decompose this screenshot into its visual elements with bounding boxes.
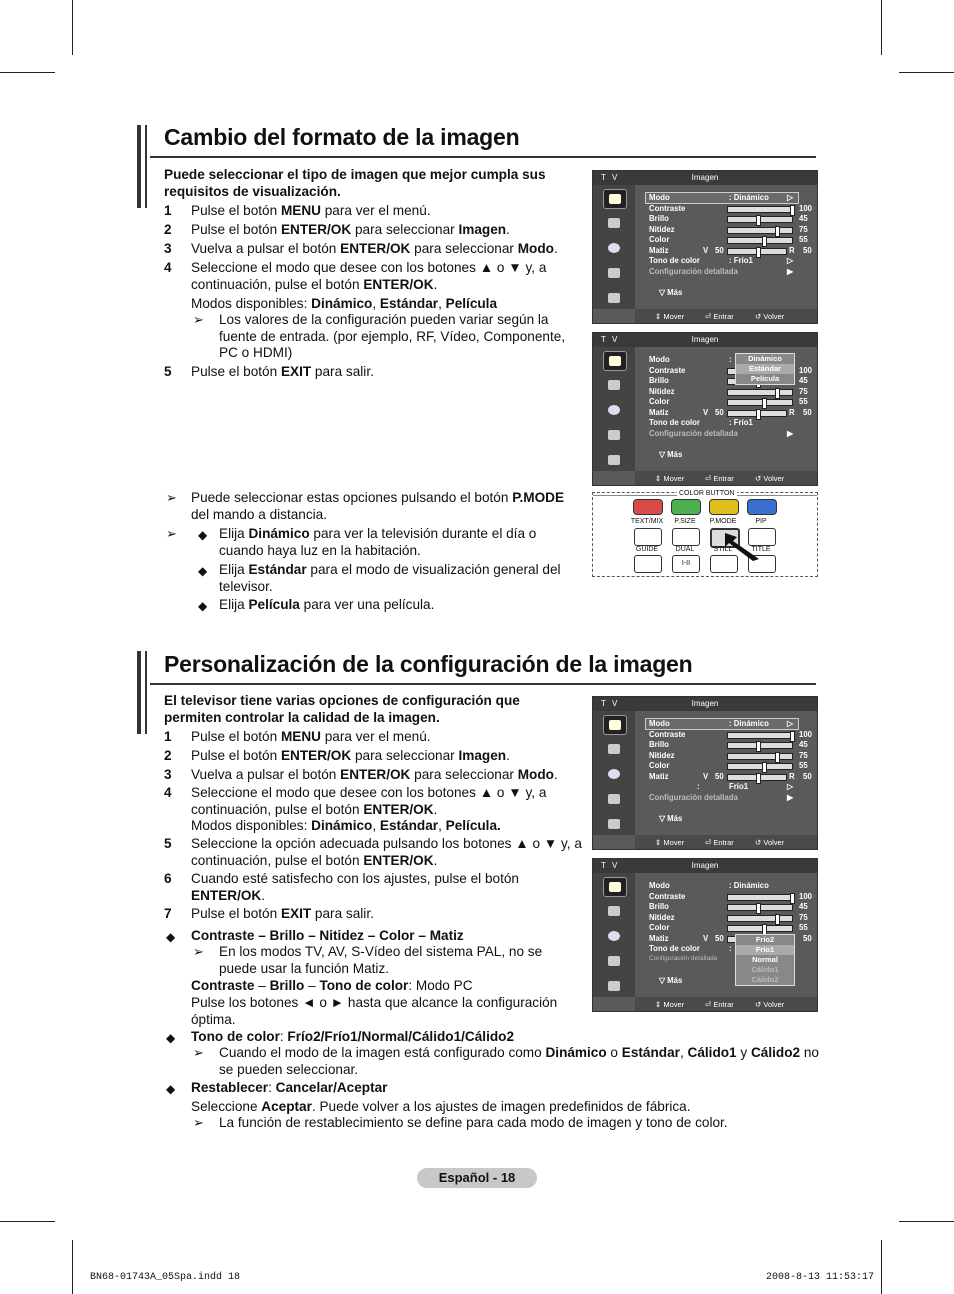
right-arrow-icon: ▶	[787, 428, 793, 438]
mode-dropdown	[735, 353, 795, 385]
yellow-button	[709, 499, 739, 515]
tv-sidebar	[593, 873, 635, 997]
input-glyph-icon	[608, 293, 620, 303]
brillo-value: 45	[799, 376, 808, 385]
modo-label: Modo	[649, 193, 670, 202]
note-arrow-icon: ➢	[166, 490, 177, 505]
pointer-arrow-icon	[723, 531, 763, 561]
modo-label: Modo	[649, 881, 670, 890]
contraste-value: 100	[799, 365, 813, 375]
p-size-button	[672, 528, 700, 546]
color-slider-knob	[762, 398, 767, 409]
tv-source-label: T V	[601, 699, 620, 708]
color-slider-knob	[762, 762, 767, 773]
setup-icon	[603, 264, 625, 282]
step-number: 1	[164, 203, 172, 218]
nitidez-value: 75	[799, 386, 808, 396]
step-number: 5	[164, 836, 172, 851]
text-mix-button	[634, 528, 662, 546]
nitidez-slider-knob	[775, 226, 780, 237]
modo-colon: :	[729, 355, 732, 364]
matiz-r: R	[789, 771, 795, 781]
nitidez-slider	[727, 753, 793, 760]
matiz-label: Matiz	[649, 407, 669, 417]
sound-glyph-icon	[608, 906, 620, 916]
matiz-v: V	[703, 933, 709, 943]
nitidez-slider	[727, 915, 793, 922]
setup-icon	[603, 790, 625, 808]
crop-mark	[899, 72, 954, 73]
channel-icon	[603, 401, 625, 419]
move-hint: ⇕ Mover	[655, 838, 685, 847]
channel-glyph-icon	[608, 769, 620, 779]
diamond-bullet-icon: ◆	[166, 930, 176, 944]
matiz-label: Matiz	[649, 245, 669, 255]
sound-icon	[603, 214, 625, 232]
tv-source-label: T V	[601, 861, 620, 870]
section-rule	[150, 683, 816, 685]
matiz-v: V	[703, 245, 709, 255]
nitidez-slider-knob	[775, 388, 780, 399]
contraste-slider	[727, 206, 793, 213]
sound-glyph-icon	[608, 380, 620, 390]
setup-glyph-icon	[608, 794, 620, 804]
move-hint: ⇕ Mover	[655, 474, 685, 483]
return-hint: ↺ Volver	[755, 474, 785, 483]
tv-menu-title: Imagen	[691, 699, 719, 708]
remote-control-illustration	[592, 492, 818, 577]
contraste-slider-knob	[790, 205, 795, 216]
step-number: 2	[164, 748, 172, 763]
step-number: 2	[164, 222, 172, 237]
nitidez-value: 75	[799, 750, 808, 760]
picture-icon	[603, 715, 627, 735]
color-label: Color	[649, 923, 670, 932]
footer-file: BN68-01743A_05Spa.indd 18	[90, 1272, 241, 1283]
bullet-text: Seleccione Aceptar. Puede volver a los ajustes de imagen predefinidos de fábrica.	[191, 1099, 691, 1114]
brillo-slider-knob	[756, 741, 761, 752]
contraste-slider	[727, 894, 793, 901]
tv-source-label: T V	[601, 173, 620, 182]
note-arrow-icon: ➢	[193, 944, 204, 959]
color-value: 55	[799, 923, 808, 932]
note-arrow-icon: ➢	[193, 312, 204, 327]
step-text: Seleccione el modo que desee con los botones ▲ o ▼ y, a continuación, pulse el botón ENTER/OK. Modos disponibles: Dinámico, Estándar, Película.	[191, 785, 547, 833]
note-text: Puede seleccionar estas opciones pulsando el botón P.MODE del mando a distancia.	[191, 490, 565, 522]
tv-menu-screenshot	[592, 696, 818, 850]
tv-menu-screenshot	[592, 858, 818, 1012]
note-arrow-icon: ➢	[193, 1045, 204, 1060]
input-icon	[603, 289, 625, 307]
modo-label: Modo	[649, 355, 670, 364]
color-value: 55	[799, 761, 808, 770]
bullet-head: Contraste – Brillo – Nitidez – Color – Matiz	[191, 928, 464, 943]
crop-mark	[72, 1240, 73, 1294]
nitidez-slider	[727, 227, 793, 234]
contraste-slider	[727, 732, 793, 739]
nitidez-label: Nitidez	[649, 912, 675, 922]
right-arrow-icon: ▶	[787, 792, 793, 802]
page-number-badge: Español - 18	[417, 1168, 537, 1188]
matiz-r: R	[789, 407, 795, 417]
brillo-label: Brillo	[649, 740, 669, 749]
remote-label: STILL	[713, 546, 733, 553]
tono-label: Tono de color	[649, 418, 700, 427]
modo-value: : Dinámico	[729, 719, 769, 728]
section-rule	[150, 156, 816, 158]
matiz-slider-knob	[756, 409, 761, 420]
section-bar	[137, 651, 141, 734]
contraste-value: 100	[799, 891, 813, 901]
enter-hint: ⏎ Entrar	[705, 474, 734, 483]
mode-option: Película	[750, 374, 780, 383]
right-arrow-icon: ▷	[787, 193, 793, 202]
tv-menu-screenshot	[592, 332, 818, 486]
bullet-text: Elija Estándar para el modo de visualización general del televisor.	[219, 562, 561, 594]
channel-icon	[603, 927, 625, 945]
enter-hint: ⏎ Entrar	[705, 838, 734, 847]
input-icon	[603, 815, 625, 833]
picture-icon	[603, 189, 627, 209]
input-icon	[603, 977, 625, 995]
brillo-value: 45	[799, 740, 808, 749]
matiz-slider	[727, 410, 787, 417]
nitidez-value: 75	[799, 224, 808, 234]
right-arrow-icon: ▷	[787, 256, 793, 265]
step-number: 3	[164, 241, 172, 256]
crop-mark	[0, 72, 55, 73]
step-number: 4	[164, 785, 172, 800]
matiz-slider-knob	[756, 247, 761, 258]
color-slider	[727, 237, 793, 244]
color-slider-knob	[762, 236, 767, 247]
channel-glyph-icon	[608, 931, 620, 941]
channel-glyph-icon	[608, 405, 620, 415]
matiz-right-value: 50	[803, 245, 812, 255]
matiz-slider	[727, 774, 787, 781]
input-glyph-icon	[608, 819, 620, 829]
contraste-slider-knob	[790, 731, 795, 742]
brillo-slider	[727, 742, 793, 749]
mas-label: ▽ Más	[659, 976, 683, 985]
modo-label: Modo	[649, 719, 670, 728]
picture-glyph-icon	[609, 194, 621, 204]
mas-label: ▽ Más	[659, 814, 683, 823]
tono-value: Frío1	[729, 782, 749, 791]
contraste-label: Contraste	[649, 203, 686, 213]
picture-glyph-icon	[609, 356, 621, 366]
crop-mark	[881, 1240, 882, 1294]
section-intro: El televisor tiene varias opciones de configuración que permiten controlar la calidad de la imagen.	[164, 693, 520, 725]
setup-icon	[603, 952, 625, 970]
matiz-slider-knob	[756, 773, 761, 784]
tv-sidebar	[593, 347, 635, 471]
picture-icon	[603, 351, 627, 371]
tv-menu-title: Imagen	[691, 861, 719, 870]
move-hint: ⇕ Mover	[655, 1000, 685, 1009]
matiz-left-value: 50	[715, 771, 724, 781]
footer-date: 2008-8-13 11:53:17	[766, 1272, 875, 1283]
return-hint: ↺ Volver	[755, 1000, 785, 1009]
color-slider	[727, 925, 793, 932]
config-label: Configuración detallada	[649, 266, 738, 276]
nitidez-label: Nitidez	[649, 224, 675, 234]
config-label: Configuración detallada	[649, 954, 718, 962]
channel-glyph-icon	[608, 243, 620, 253]
brillo-value: 45	[799, 214, 808, 223]
nitidez-slider	[727, 389, 793, 396]
step-text: Pulse el botón ENTER/OK para seleccionar Imagen.	[191, 748, 510, 763]
bullet-head: Tono de color: Frío2/Frío1/Normal/Cálido1/Cálido2	[191, 1029, 515, 1044]
matiz-left-value: 50	[715, 407, 724, 417]
color-label: Color	[649, 397, 670, 406]
modes-line: Modos disponibles: Dinámico, Estándar, Película	[191, 296, 498, 311]
color-slider	[727, 763, 793, 770]
remote-label: GUIDE	[635, 546, 659, 553]
step-text: Pulse el botón ENTER/OK para seleccionar Imagen.	[191, 222, 510, 237]
tv-source-label: T V	[601, 335, 620, 344]
right-arrow-icon: ▷	[787, 782, 793, 791]
matiz-v: V	[703, 771, 709, 781]
remote-label: PIP	[755, 518, 767, 525]
step-text: Seleccione el modo que desee con los botones ▲ o ▼ y, a continuación, pulse el botón ENTER/OK.	[191, 260, 547, 292]
diamond-bullet-icon: ◆	[198, 528, 208, 542]
config-label: Configuración detallada	[649, 792, 738, 802]
picture-glyph-icon	[609, 720, 621, 730]
tono-value: : Frío1	[729, 418, 753, 427]
brillo-label: Brillo	[649, 376, 669, 385]
input-icon	[603, 451, 625, 469]
step-text: Pulse el botón EXIT para salir.	[191, 906, 374, 921]
input-glyph-icon	[608, 981, 620, 991]
remote-header: COLOR BUTTON	[679, 490, 735, 497]
dual-button: I-II	[672, 555, 700, 573]
brillo-value: 45	[799, 902, 808, 911]
tv-menu-title: Imagen	[691, 173, 719, 182]
step-text: Vuelva a pulsar el botón ENTER/OK para seleccionar Modo.	[191, 767, 558, 782]
step-text: Pulse el botón EXIT para salir.	[191, 364, 374, 379]
remote-label: TITLE	[751, 546, 771, 553]
step-text: Vuelva a pulsar el botón ENTER/OK para seleccionar Modo.	[191, 241, 558, 256]
contraste-label: Contraste	[649, 729, 686, 739]
bullet-text: Contraste – Brillo – Tono de color: Modo PC	[191, 978, 473, 993]
brillo-slider	[727, 216, 793, 223]
green-button	[671, 499, 701, 515]
sound-icon	[603, 902, 625, 920]
return-hint: ↺ Volver	[755, 838, 785, 847]
picture-glyph-icon	[609, 882, 621, 892]
nitidez-label: Nitidez	[649, 386, 675, 396]
sound-glyph-icon	[608, 218, 620, 228]
nitidez-label: Nitidez	[649, 750, 675, 760]
contraste-slider-knob	[790, 893, 795, 904]
nitidez-slider-knob	[775, 914, 780, 925]
diamond-bullet-icon: ◆	[198, 564, 208, 578]
tv-menu-title: Imagen	[691, 335, 719, 344]
nitidez-slider-knob	[775, 752, 780, 763]
mode-option: Estándar	[736, 364, 794, 374]
note-text: En los modos TV, AV, S-Vídeo del sistema PAL, no se puede usar la función Matiz.	[219, 944, 543, 976]
input-glyph-icon	[608, 455, 620, 465]
matiz-left-value: 50	[715, 245, 724, 255]
brillo-label: Brillo	[649, 214, 669, 223]
bullet-text: Pulse los botones ◄ o ► hasta que alcance la configuración óptima.	[191, 995, 558, 1027]
tono-colon: :	[697, 782, 700, 791]
tono-label: Tono de color	[649, 256, 700, 265]
color-value: 55	[799, 397, 808, 406]
step-number: 7	[164, 906, 172, 921]
contraste-value: 100	[799, 203, 813, 213]
color-slider	[727, 399, 793, 406]
picture-icon	[603, 877, 627, 897]
section-bar	[145, 125, 147, 208]
bullet-head: Restablecer: Cancelar/Aceptar	[191, 1080, 388, 1095]
section-intro: Puede seleccionar el tipo de imagen que mejor cumpla sus requisitos de visualización.	[164, 167, 546, 199]
tone-option: Normal	[752, 955, 778, 964]
tone-dropdown	[735, 934, 795, 986]
tono-label: Tono de color	[649, 944, 700, 953]
tono-value: : Frío1	[729, 256, 753, 265]
matiz-right-value: 50	[803, 407, 812, 417]
crop-mark	[72, 0, 73, 55]
crop-mark	[881, 0, 882, 55]
remote-label: TEXT/MIX	[630, 518, 664, 525]
note-text: Cuando el modo de la imagen está configurado como Dinámico o Estándar, Cálido1 y Cálido2 no se pueden seleccionar.	[219, 1045, 819, 1077]
setup-glyph-icon	[608, 430, 620, 440]
tono-colon: :	[729, 944, 732, 953]
step-number: 5	[164, 364, 172, 379]
color-value: 55	[799, 235, 808, 244]
remote-label: DUAL	[675, 546, 695, 553]
diamond-bullet-icon: ◆	[198, 599, 208, 613]
brillo-slider-knob	[756, 215, 761, 226]
diamond-bullet-icon: ◆	[166, 1082, 176, 1096]
tv-footer-bar	[635, 835, 817, 849]
contraste-label: Contraste	[649, 365, 686, 375]
step-number: 3	[164, 767, 172, 782]
tv-footer-bar	[635, 471, 817, 485]
setup-glyph-icon	[608, 956, 620, 966]
bullet-text: Elija Dinámico para ver la televisión durante el día o cuando haya luz en la habitación.	[219, 526, 537, 558]
step-number: 1	[164, 729, 172, 744]
tv-sidebar	[593, 185, 635, 309]
tone-option: Cálido2	[751, 975, 779, 984]
matiz-r: R	[789, 245, 795, 255]
config-label: Configuración detallada	[649, 428, 738, 438]
bullet-text: Elija Película para ver una película.	[219, 597, 435, 612]
channel-icon	[603, 765, 625, 783]
note-arrow-icon: ➢	[166, 526, 177, 541]
tv-menu-screenshot	[592, 170, 818, 324]
contraste-value: 100	[799, 729, 813, 739]
step-text: Seleccione la opción adecuada pulsando los botones ▲ o ▼ y, a continuación, pulse el botón ENTER/OK.	[191, 836, 582, 868]
section-title: Personalización de la configuración de la imagen	[164, 651, 693, 677]
setup-glyph-icon	[608, 268, 620, 278]
matiz-label: Matiz	[649, 933, 669, 943]
note-text: La función de restablecimiento se define para cada modo de imagen y tono de color.	[219, 1115, 728, 1130]
matiz-v: V	[703, 407, 709, 417]
sound-icon	[603, 740, 625, 758]
contraste-label: Contraste	[649, 891, 686, 901]
modo-value: : Dinámico	[729, 881, 769, 890]
brillo-slider-knob	[756, 903, 761, 914]
sound-glyph-icon	[608, 744, 620, 754]
crop-mark	[899, 1221, 954, 1222]
move-hint: ⇕ Mover	[655, 312, 685, 321]
blue-button	[747, 499, 777, 515]
section-bar	[145, 651, 147, 734]
note-arrow-icon: ➢	[193, 1115, 204, 1130]
right-arrow-icon: ▶	[787, 266, 793, 276]
tone-option: Cálido1	[751, 965, 779, 974]
brillo-label: Brillo	[649, 902, 669, 911]
mode-option: Dinámico	[748, 354, 782, 363]
enter-hint: ⏎ Entrar	[705, 312, 734, 321]
guide-button	[634, 555, 662, 573]
red-button	[633, 499, 663, 515]
section-bar	[137, 125, 141, 208]
tone-option: Frío1	[736, 945, 794, 955]
modo-value: : Dinámico	[729, 193, 769, 202]
step-number: 6	[164, 871, 172, 886]
return-hint: ↺ Volver	[755, 312, 785, 321]
matiz-left-value: 50	[715, 933, 724, 943]
matiz-label: Matiz	[649, 771, 669, 781]
step-text: Cuando esté satisfecho con los ajustes, pulse el botón ENTER/OK.	[191, 871, 519, 903]
matiz-slider	[727, 248, 787, 255]
color-label: Color	[649, 761, 670, 770]
diamond-bullet-icon: ◆	[166, 1031, 176, 1045]
tv-footer-bar	[635, 997, 817, 1011]
step-text: Pulse el botón MENU para ver el menú.	[191, 729, 431, 744]
sound-icon	[603, 376, 625, 394]
tv-sidebar	[593, 711, 635, 835]
note-text: Los valores de la configuración pueden variar según la fuente de entrada. (por ejemplo, RF, Vídeo, Componente, PC o HDMI)	[219, 312, 566, 360]
section-title: Cambio del formato de la imagen	[164, 124, 520, 150]
step-text: Pulse el botón MENU para ver el menú.	[191, 203, 431, 218]
color-label: Color	[649, 235, 670, 244]
setup-icon	[603, 426, 625, 444]
mas-label: ▽ Más	[659, 450, 683, 459]
remote-label: P.MODE	[709, 518, 737, 525]
matiz-right-value: 50	[803, 933, 812, 943]
mas-label: ▽ Más	[659, 288, 683, 297]
tv-footer-bar	[635, 309, 817, 323]
brillo-slider	[727, 904, 793, 911]
matiz-right-value: 50	[803, 771, 812, 781]
channel-icon	[603, 239, 625, 257]
crop-mark	[0, 1221, 55, 1222]
remote-label: P.SIZE	[674, 518, 696, 525]
tone-option: Frío2	[755, 935, 775, 944]
step-number: 4	[164, 260, 172, 275]
nitidez-value: 75	[799, 912, 808, 922]
right-arrow-icon: ▷	[787, 719, 793, 728]
enter-hint: ⏎ Entrar	[705, 1000, 734, 1009]
